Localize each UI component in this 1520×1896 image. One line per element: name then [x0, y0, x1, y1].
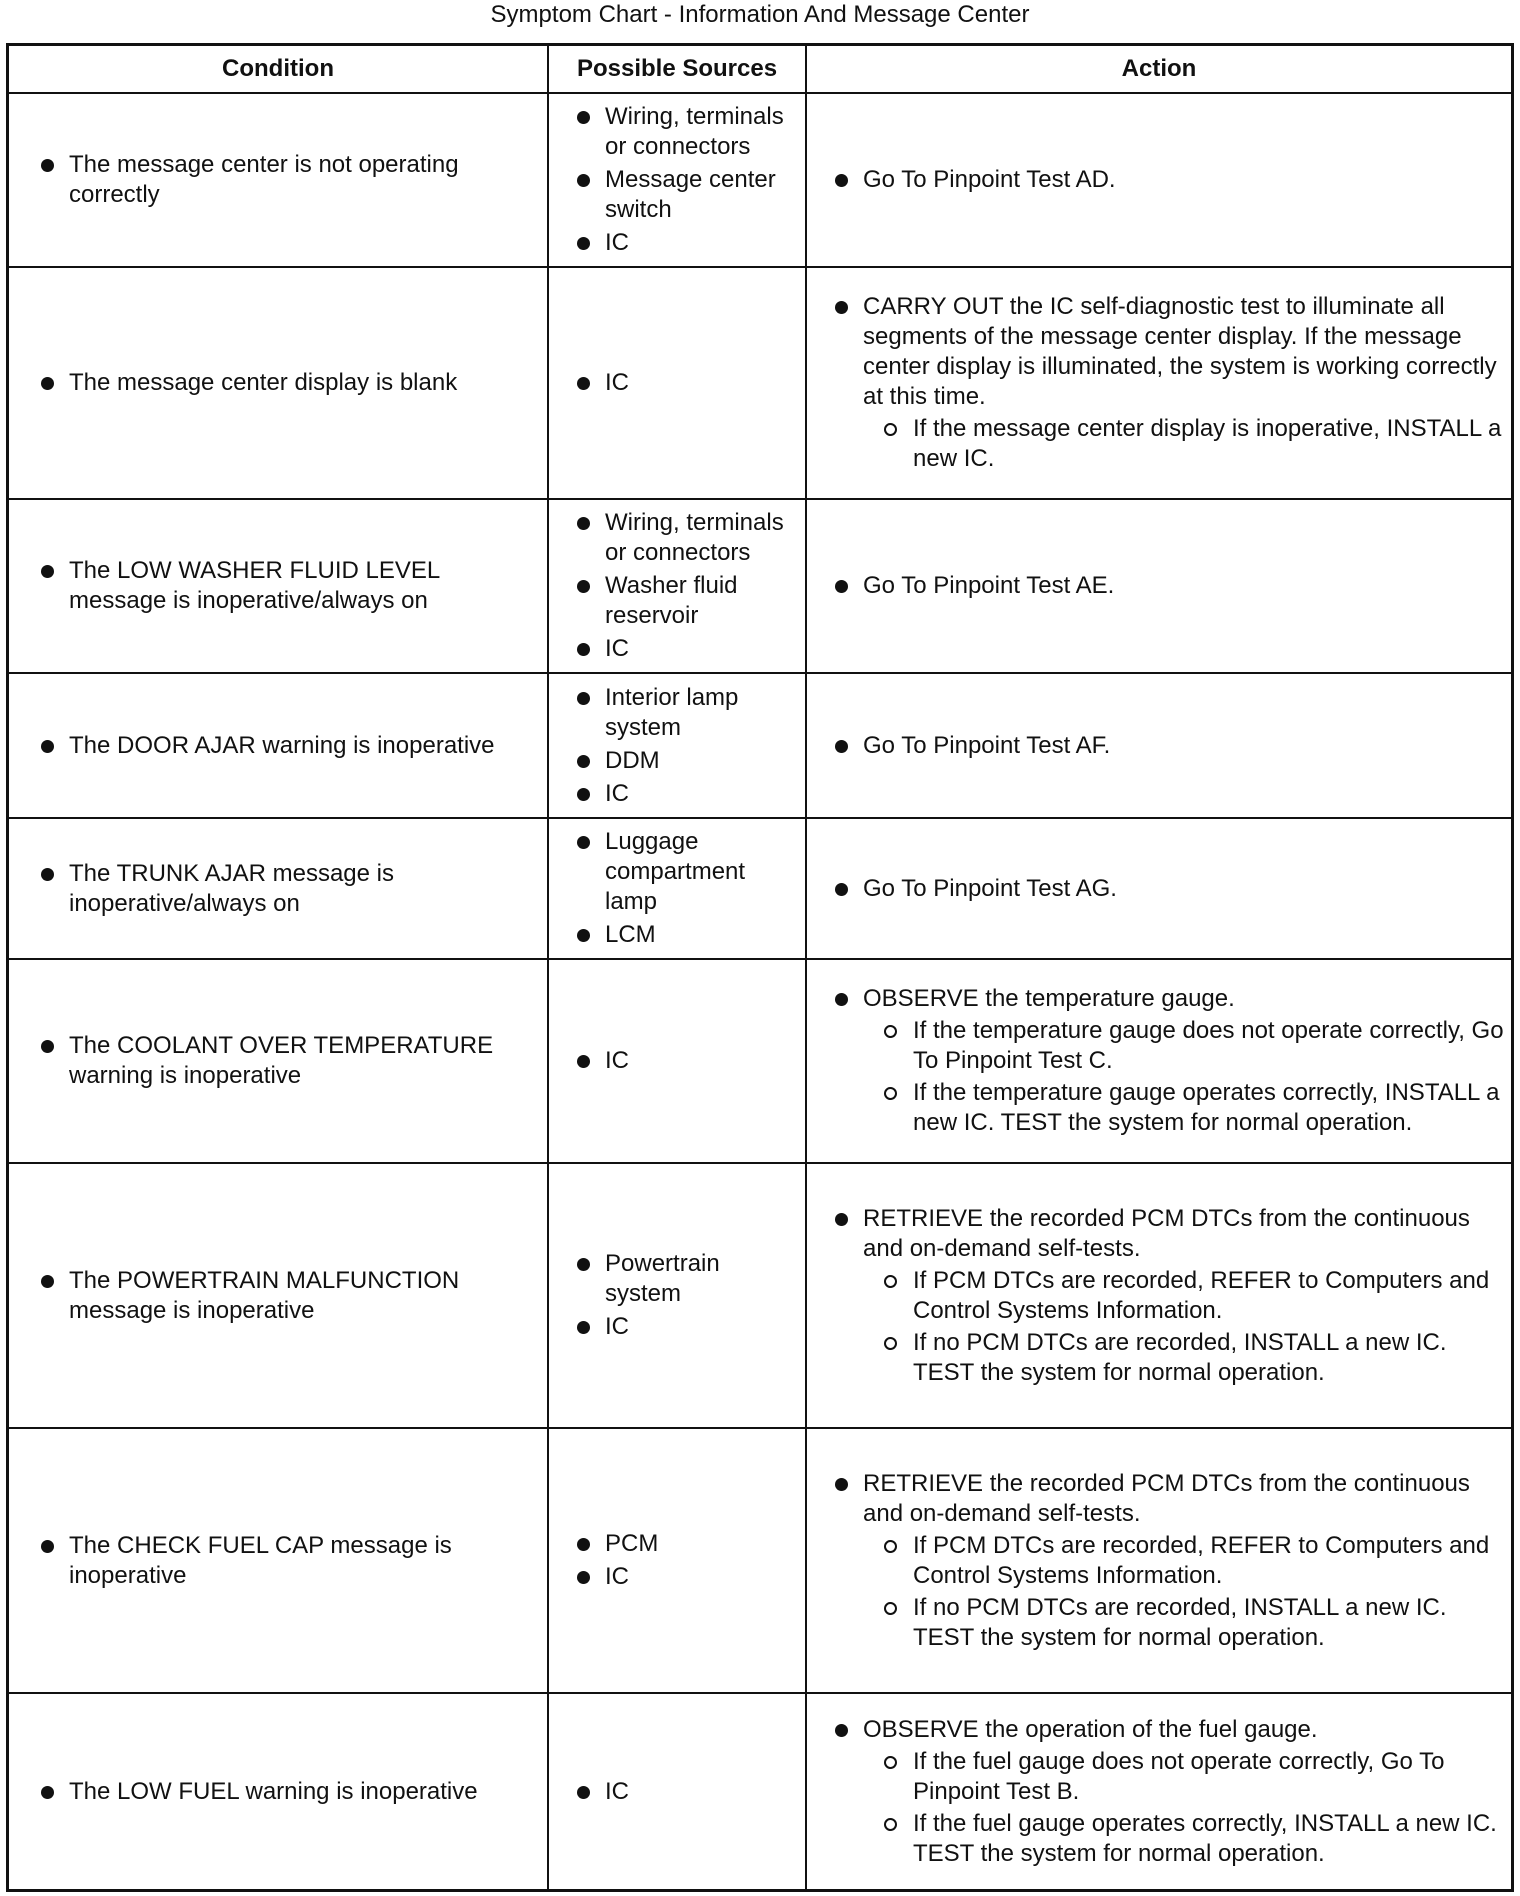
condition-text: The POWERTRAIN MALFUNCTION message is inoperative: [37, 1266, 529, 1326]
header-action: Action: [807, 46, 1511, 94]
condition-text: The DOOR AJAR warning is inoperative: [37, 731, 495, 761]
source-item: DDM: [573, 746, 799, 776]
source-item: IC: [573, 634, 799, 664]
source-item: IC: [573, 228, 799, 258]
source-item: LCM: [573, 920, 799, 950]
source-item: PCM: [573, 1529, 658, 1559]
action-sub-item: If PCM DTCs are recorded, REFER to Computers and Control Systems Information.: [881, 1531, 1505, 1591]
action-cell: [807, 674, 1511, 819]
sources-cell: [549, 1429, 807, 1694]
action-cell: [807, 960, 1511, 1164]
sources-cell: [549, 674, 807, 819]
action-cell: [807, 268, 1511, 500]
condition-text: The LOW WASHER FLUID LEVEL message is inoperative/always on: [37, 556, 529, 616]
source-item: Wiring, terminals or connectors: [573, 102, 799, 162]
action-text: CARRY OUT the IC self-diagnostic test to illuminate all segments of the message center display. If the message center display is illuminated, the system is working correctly at this time.: [831, 292, 1505, 412]
source-item: IC: [573, 368, 629, 398]
action-text: OBSERVE the operation of the fuel gauge.: [831, 1715, 1505, 1745]
action-text: RETRIEVE the recorded PCM DTCs from the continuous and on-demand self-tests.: [831, 1204, 1505, 1264]
sources-cell: [549, 1164, 807, 1429]
source-item: Wiring, terminals or connectors: [573, 508, 799, 568]
action-cell: [807, 1429, 1511, 1694]
sources-cell: [549, 268, 807, 500]
action-text: Go To Pinpoint Test AE.: [831, 571, 1114, 601]
source-item: Interior lamp system: [573, 683, 799, 743]
source-item: IC: [573, 779, 799, 809]
header-condition: Condition: [9, 46, 549, 94]
action-sub-item: If the temperature gauge operates correctly, INSTALL a new IC. TEST the system for normal operation.: [881, 1078, 1505, 1138]
action-text: OBSERVE the temperature gauge.: [831, 984, 1505, 1014]
action-sub-item: If the message center display is inoperative, INSTALL a new IC.: [881, 414, 1505, 474]
action-cell: [807, 1694, 1511, 1889]
header-possible-sources: Possible Sources: [549, 46, 807, 94]
source-item: Washer fluid reservoir: [573, 571, 799, 631]
source-item: IC: [573, 1562, 658, 1592]
action-cell: [807, 819, 1511, 960]
action-sub-item: If the fuel gauge does not operate correctly, Go To Pinpoint Test B.: [881, 1747, 1505, 1807]
action-sub-item: If the temperature gauge does not operate correctly, Go To Pinpoint Test C.: [881, 1016, 1505, 1076]
action-text: RETRIEVE the recorded PCM DTCs from the continuous and on-demand self-tests.: [831, 1469, 1505, 1529]
action-text: Go To Pinpoint Test AG.: [831, 874, 1117, 904]
action-sub-item: If PCM DTCs are recorded, REFER to Computers and Control Systems Information.: [881, 1266, 1505, 1326]
symptom-chart-table: [6, 43, 1514, 1892]
source-item: IC: [573, 1777, 629, 1807]
condition-text: The message center display is blank: [37, 368, 457, 398]
sources-cell: [549, 1694, 807, 1889]
source-item: Luggage compartment lamp: [573, 827, 799, 917]
sources-cell: [549, 819, 807, 960]
source-item: IC: [573, 1046, 629, 1076]
condition-text: The COOLANT OVER TEMPERATURE warning is inoperative: [37, 1031, 529, 1091]
source-item: Message center switch: [573, 165, 799, 225]
action-sub-item: If no PCM DTCs are recorded, INSTALL a new IC. TEST the system for normal operation.: [881, 1328, 1505, 1388]
condition-cell: [9, 1429, 549, 1694]
source-item: IC: [573, 1312, 799, 1342]
sources-cell: [549, 960, 807, 1164]
condition-cell: [9, 819, 549, 960]
action-cell: [807, 500, 1511, 674]
condition-cell: [9, 500, 549, 674]
action-sub-item: If the fuel gauge operates correctly, INSTALL a new IC. TEST the system for normal operation.: [881, 1809, 1505, 1869]
condition-cell: [9, 94, 549, 268]
condition-text: The CHECK FUEL CAP message is inoperative: [37, 1531, 529, 1591]
action-text: Go To Pinpoint Test AF.: [831, 731, 1110, 761]
condition-cell: [9, 674, 549, 819]
condition-cell: [9, 1694, 549, 1889]
page-title: Symptom Chart - Information And Message Center: [490, 1, 1030, 28]
sources-cell: [549, 94, 807, 268]
source-item: Powertrain system: [573, 1249, 799, 1309]
action-sub-item: If no PCM DTCs are recorded, INSTALL a new IC. TEST the system for normal operation.: [881, 1593, 1505, 1653]
condition-text: The TRUNK AJAR message is inoperative/always on: [37, 859, 529, 919]
condition-text: The LOW FUEL warning is inoperative: [37, 1777, 478, 1807]
condition-text: The message center is not operating correctly: [37, 150, 529, 210]
condition-cell: [9, 1164, 549, 1429]
action-text: Go To Pinpoint Test AD.: [831, 165, 1116, 195]
action-cell: [807, 94, 1511, 268]
action-cell: [807, 1164, 1511, 1429]
sources-cell: [549, 500, 807, 674]
condition-cell: [9, 960, 549, 1164]
condition-cell: [9, 268, 549, 500]
